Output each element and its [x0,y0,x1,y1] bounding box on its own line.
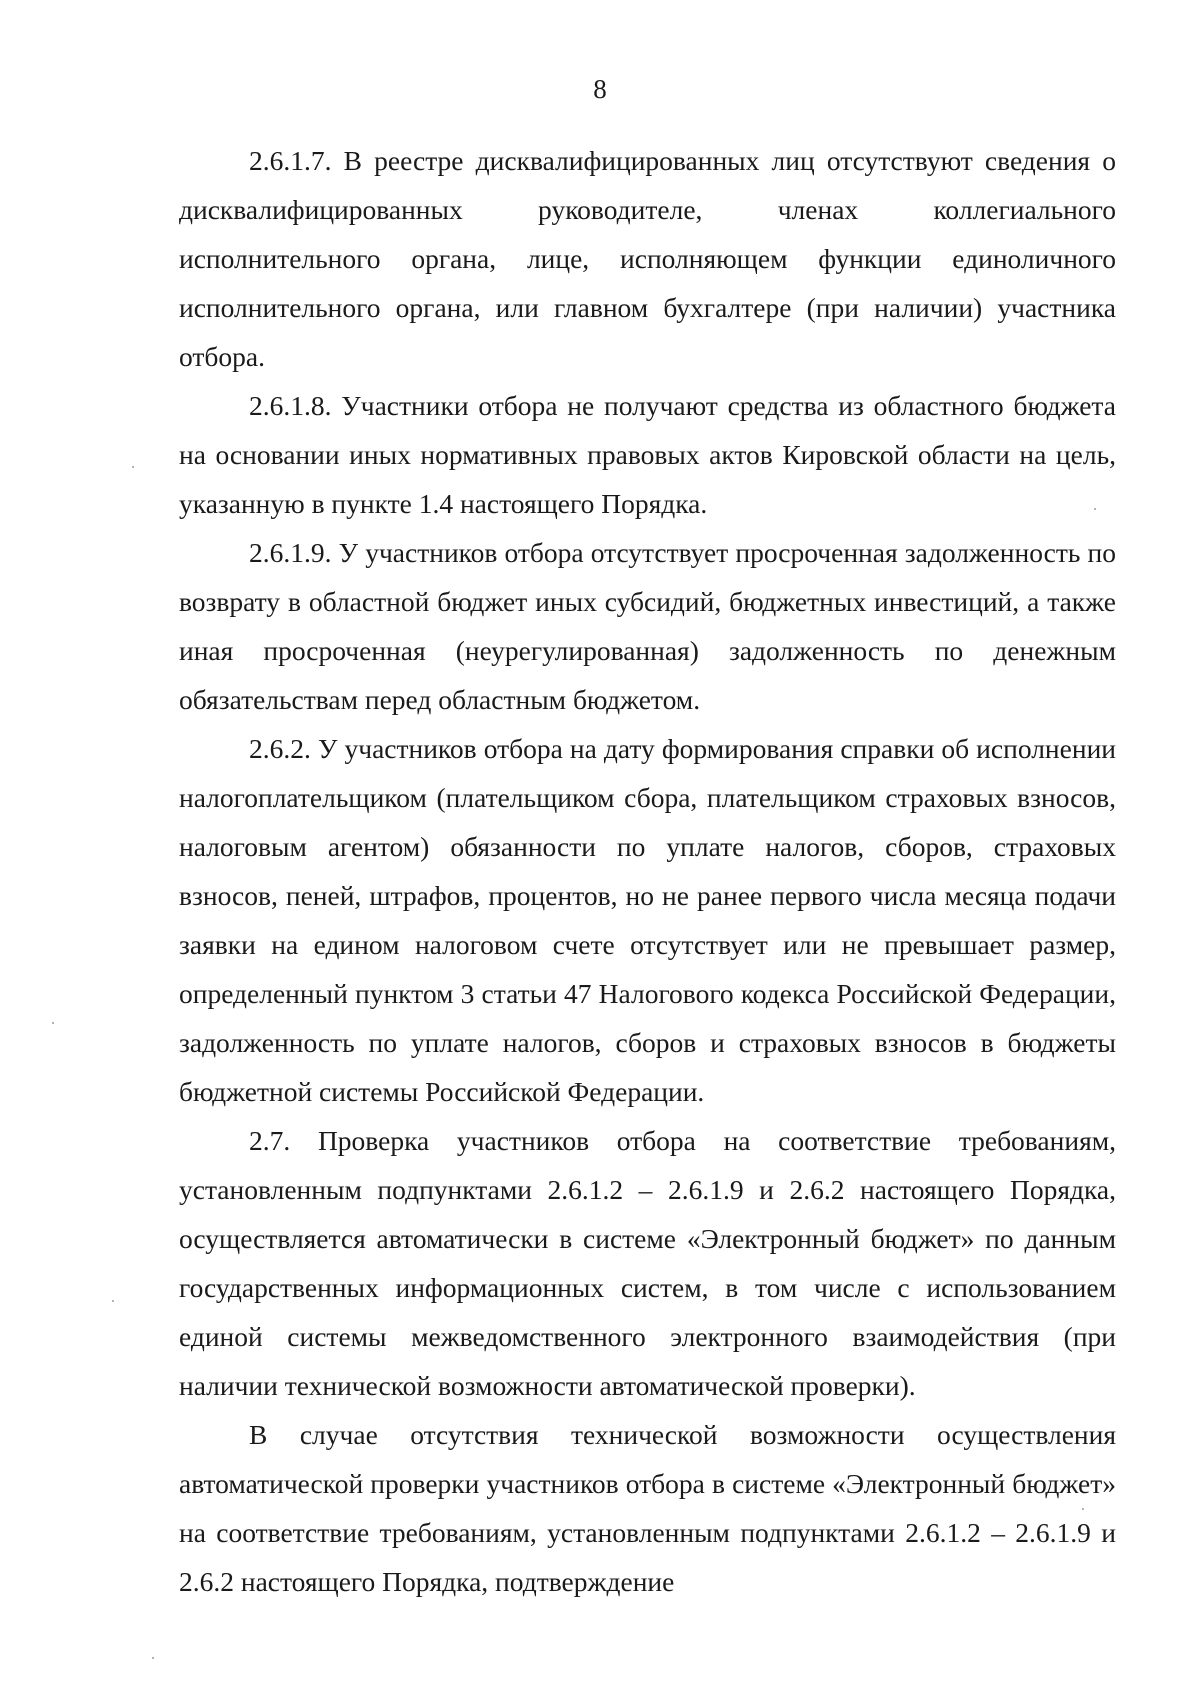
scan-speck [152,1657,154,1659]
paragraph-2-6-1-8: 2.6.1.8. Участники отбора не получают средства из областного бюджета на основании иных нормативных правовых актов Кировской области на цель, указанную в пункте 1.4 настоящего Порядка. [179,390,1116,519]
paragraph-2-7: 2.7. Проверка участников отбора на соответствие требованиям, установленным подпунктами 2.6.1.2 – 2.6.1.9 и 2.6.2 настоящего Порядка, осуществляется автоматически в системе «Электронный бюджет» по данным государственных информационных систем, в том числе с использованием единой системы межведомственного электронного взаимодействия (при наличии технической возможности автоматической проверки). [179,1125,1116,1401]
scan-speck [1094,508,1096,510]
scan-speck [52,1022,54,1024]
paragraph-2-6-1-7: 2.6.1.7. В реестре дисквалифицированных лиц отсутствуют сведения о дисквалифицированных руководителе, членах коллегиального исполнительного органа, лице, исполняющем функции единоличного исполнительного органа, или главном бухгалтере (при наличии) участника отбора. [179,145,1116,372]
page-number: 8 [593,74,607,104]
scan-speck [132,466,134,468]
scan-speck [1082,1508,1084,1510]
scan-speck [112,1300,114,1302]
paragraph-2-6-1-9: 2.6.1.9. У участников отбора отсутствует просроченная задолженность по возврату в областной бюджет иных субсидий, бюджетных инвестиций, а также иная просроченная (неурегулированная) задолженность по денежным обязательствам перед областным бюджетом. [179,537,1116,715]
paragraph-verification-case: В случае отсутствия технической возможности осуществления автоматической проверки участников отбора в системе «Электронный бюджет» на соответствие требованиям, установленным подпунктами 2.6.1.2 – 2.6.1.9 и 2.6.2 настоящего Порядка, подтверждение [179,1419,1116,1597]
document-body [179,136,1116,1606]
paragraph-2-6-2: 2.6.2. У участников отбора на дату формирования справки об исполнении налогоплательщиком (плательщиком сбора, плательщиком страховых взносов, налоговым агентом) обязанности по уплате налогов, сборов, страховых взносов, пеней, штрафов, процентов, но не ранее первого числа месяца подачи заявки на едином налоговом счете отсутствует или не превышает размер, определенный пунктом 3 статьи 47 Налогового кодекса Российской Федерации, задолженность по уплате налогов, сборов и страховых взносов в бюджеты бюджетной системы Российской Федерации. [179,733,1116,1107]
